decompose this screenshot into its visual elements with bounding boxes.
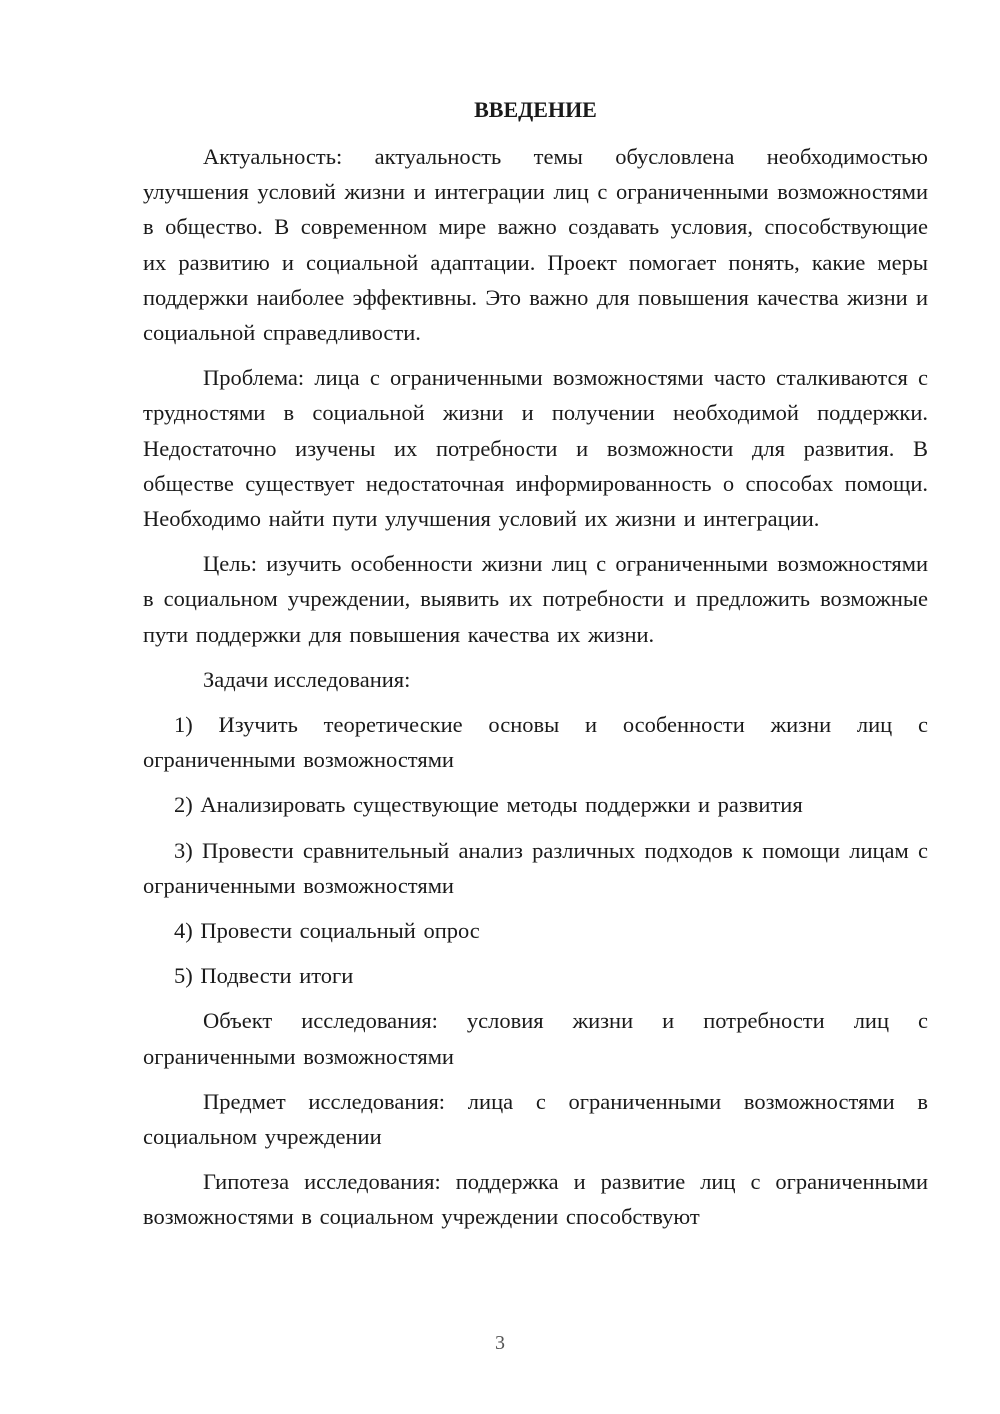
section-title: ВВЕДЕНИЕ: [474, 97, 597, 122]
hypothesis-paragraph: Гипотеза исследования: поддержка и развитие лиц с ограниченными возможностями в социальном учреждении способствуют: [143, 1169, 928, 1230]
page-number: 3: [495, 1332, 505, 1354]
document-page: [143, 92, 928, 1245]
problem-paragraph: Проблема: лица с ограниченными возможностями часто сталкиваются с трудностями в социальной жизни и получении необходимой поддержки. Недостаточно изучены их потребности и возможности для развития. В обществе существует недостаточная информированность о способах помощи. Необходимо найти пути улучшения условий их жизни и интеграции.: [143, 365, 928, 532]
task-item: 3) Провести сравнительный анализ различных подходов к помощи лицам с ограниченными возможностями: [143, 837, 928, 898]
object-paragraph: Объект исследования: условия жизни и потребности лиц с ограниченными возможностями: [143, 1008, 928, 1069]
subject-paragraph: Предмет исследования: лица с ограниченными возможностями в социальном учреждении: [143, 1088, 928, 1150]
task-item: 2) Анализировать существующие методы поддержки и развития: [174, 792, 803, 818]
tasks-label: Задачи исследования:: [203, 666, 411, 692]
relevance-paragraph: Актуальность: актуальность темы обусловлена необходимостью улучшения условий жизни и интеграции лиц с ограниченными возможностями в общество. В современном мире важно создавать условия, способствующие их развитию и социальной адаптации. Проект помогает понять, какие меры поддержки наиболее эффективны. Это важно для повышения качества жизни и социальной справедливости.: [143, 144, 928, 346]
task-item: 5) Подвести итоги: [174, 963, 354, 989]
goal-paragraph: Цель: изучить особенности жизни лиц с ограниченными возможностями в социальном учреждении, выявить их потребности и предложить возможные пути поддержки для повышения качества их жизни.: [143, 551, 928, 647]
task-item: 4) Провести социальный опрос: [174, 918, 480, 944]
task-item: 1) Изучить теоретические основы и особенности жизни лиц с ограниченными возможностями: [143, 712, 928, 773]
